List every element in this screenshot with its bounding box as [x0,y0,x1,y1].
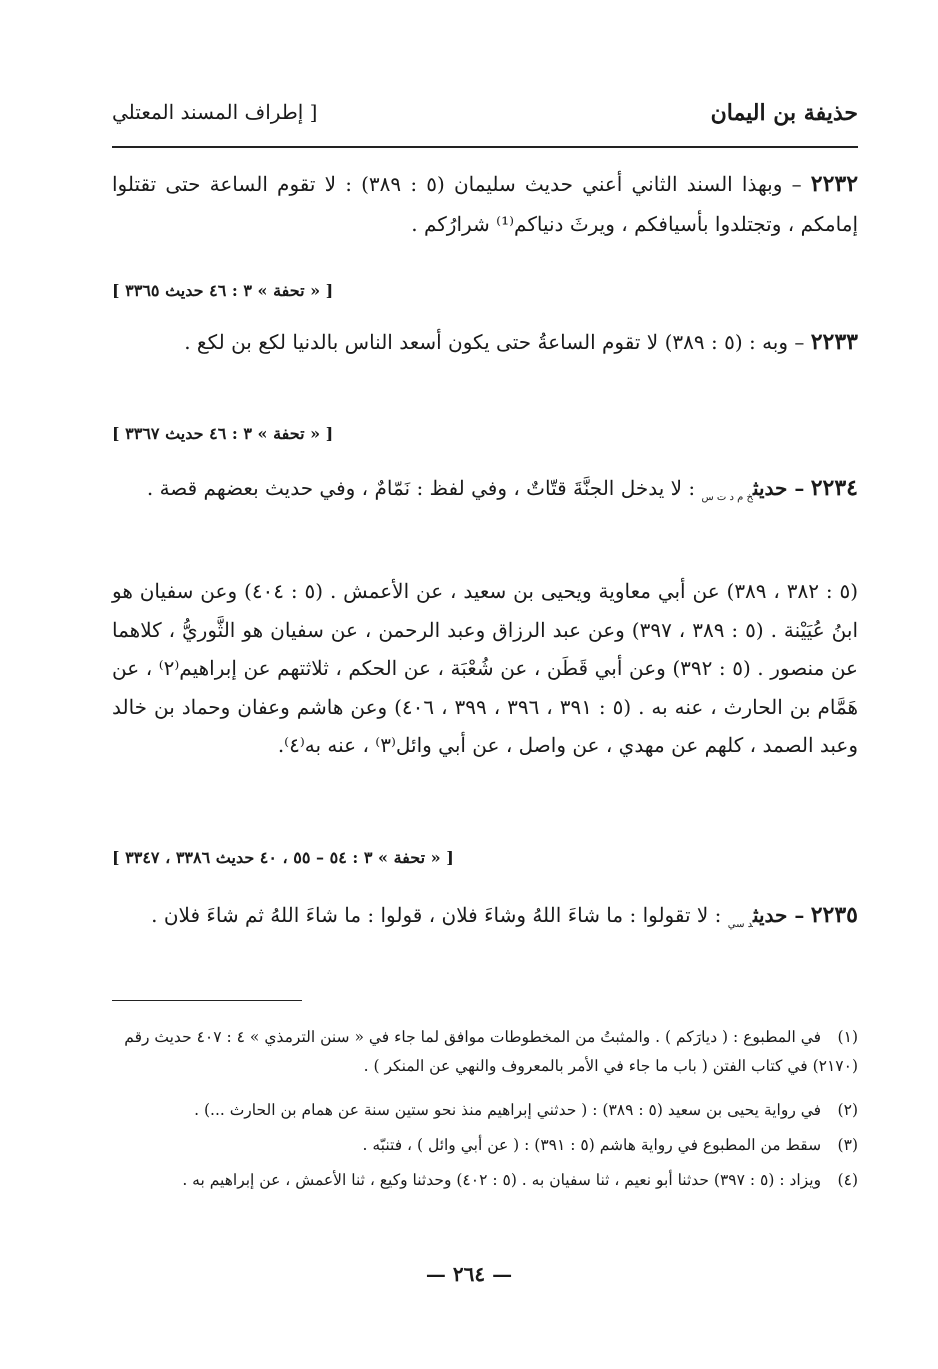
sigla-label: خ م د ت س [701,492,753,503]
entry-text: – وبه : (٥ : ٣٨٩) لا تقوم الساعةُ حتى يكون أسعد الناس بالدنيا لكع بن لكع . [184,330,805,354]
header-title-right: حذيفة بن اليمان [710,100,858,126]
footnote-text: سقط من المطبوع في رواية هاشم (٥ : ٣٩١) : ( عن أبي وائل ) ، فتنبّه . [362,1136,822,1154]
entry-number: ٢٢٣٣ [810,329,858,355]
entry-number: ٢٢٣٥ [810,902,858,928]
hadith-entry-2234 [112,468,858,518]
hadith-keyword: – حديث [752,903,805,927]
tuhfa-reference: [ « تحفة » ٣ : ٥٤ – ٥٥ ، ٤٠ حديث ٣٣٨٦ ، ٣٣٤٧ ] [112,848,454,867]
page-number: — ٢٦٤ — [425,1262,513,1286]
footnote-text: ويزاد : (٥ : ٣٩٧) حدثنا أبو نعيم ، ثنا سفيان به . (٥ : ٤٠٢) وحدثنا وكيع ، ثنا الأعمش ، عن إبراهيم به . [182,1171,822,1189]
footnote-text: في رواية يحيى بن سعيد (٥ : ٣٨٩) : ( حدثني إبراهيم منذ نحو ستين سنة عن همام بن الحارث ...) . [194,1101,822,1119]
footnote-marker: (١) [837,1028,858,1046]
footnote-separator [112,1000,302,1001]
footnote-marker: (٢) [837,1101,858,1119]
tuhfa-reference: [ « تحفة » ٣ : ٤٦ حديث ٣٣٦٧ ] [112,424,334,443]
footnote-text: في المطبوع : ( ديارَكم ) . والمثبتُ من المخطوطات موافق لما جاء في « سنن الترمذي » ٤ : ٤٠٧ حديث رقم (٢١٧٠) في كتاب الفتن ( باب ما جاء في الأمر بالمعروف والنهي عن المنكر ) . [124,1028,858,1075]
header-rule [112,146,858,148]
hadith-entry-2233 [112,322,858,362]
footnote-4 [112,1166,858,1195]
hadith-entry-2232 [112,164,858,244]
running-header [112,100,858,134]
hadith-sources [112,572,858,765]
footnote-3 [112,1131,858,1160]
entry-number: ٢٢٣٤ [810,475,858,501]
footnote-1 [112,1023,858,1081]
footnote-marker: (٣) [837,1136,858,1154]
footnote-marker: (٤) [837,1171,858,1189]
entry-text: : لا تقولوا : ما شاءَ اللهُ وشاءَ فلان ، قولوا : ما شاءَ اللهُ ثم شاءَ فلان . [151,903,722,927]
entry-text: – وبهذا السند الثاني أعني حديث سليمان (٥ : ٣٨٩) : لا تقوم الساعة حتى تقتلوا إمامكم ، وتجتلدوا بأسيافكم ، ويرثَ دنياكم⁽¹⁾ شرارُكم . [112,172,858,236]
entry-text: : لا يدخل الجنَّةَ قتّاتٌ ، وفي لفظ : نَمّامٌ ، وفي حديث بعضهم قصة . [146,476,696,500]
hadith-entry-2235 [112,895,858,945]
footnote-2 [112,1096,858,1125]
tuhfa-reference: [ « تحفة » ٣ : ٤٦ حديث ٣٣٦٥ ] [112,281,334,300]
sources-text: (٥ : ٣٨٢ ، ٣٨٩) عن أبي معاوية ويحيى بن سعيد ، عن الأعمش . (٥ : ٤٠٤) وعن سفيان هو ابنُ عُيَيْنة . (٥ : ٣٨٩ ، ٣٩٧) وعن عبد الرزاق وعبد الرحمن ، عن سفيان هو الثَّوريُّ ، كلاهما عن منصور . (٥ : ٣٩٢) وعن أبي قَطَن ، عن شُعْبَة ، عن الحكم ، ثلاثتهم عن إبراهيم⁽٢⁾ ، عن هَمَّام بن الحارث ، عنه به . (٥ : ٣٩١ ، ٣٩٦ ، ٣٩٩ ، ٤٠٦) وعن هاشم وعفان وحماد بن خالد وعبد الصمد ، كلهم عن مهدي ، عن واصل ، عن أبي وائل⁽٣⁾ ، عنه به⁽٤⁾. [112,579,859,757]
header-title-left: [ إطراف المسند المعتلي [112,100,318,124]
entry-number: ٢٢٣٢ [810,171,859,197]
sigla-label: د سي [727,919,753,930]
hadith-keyword: – حديث [752,476,805,500]
